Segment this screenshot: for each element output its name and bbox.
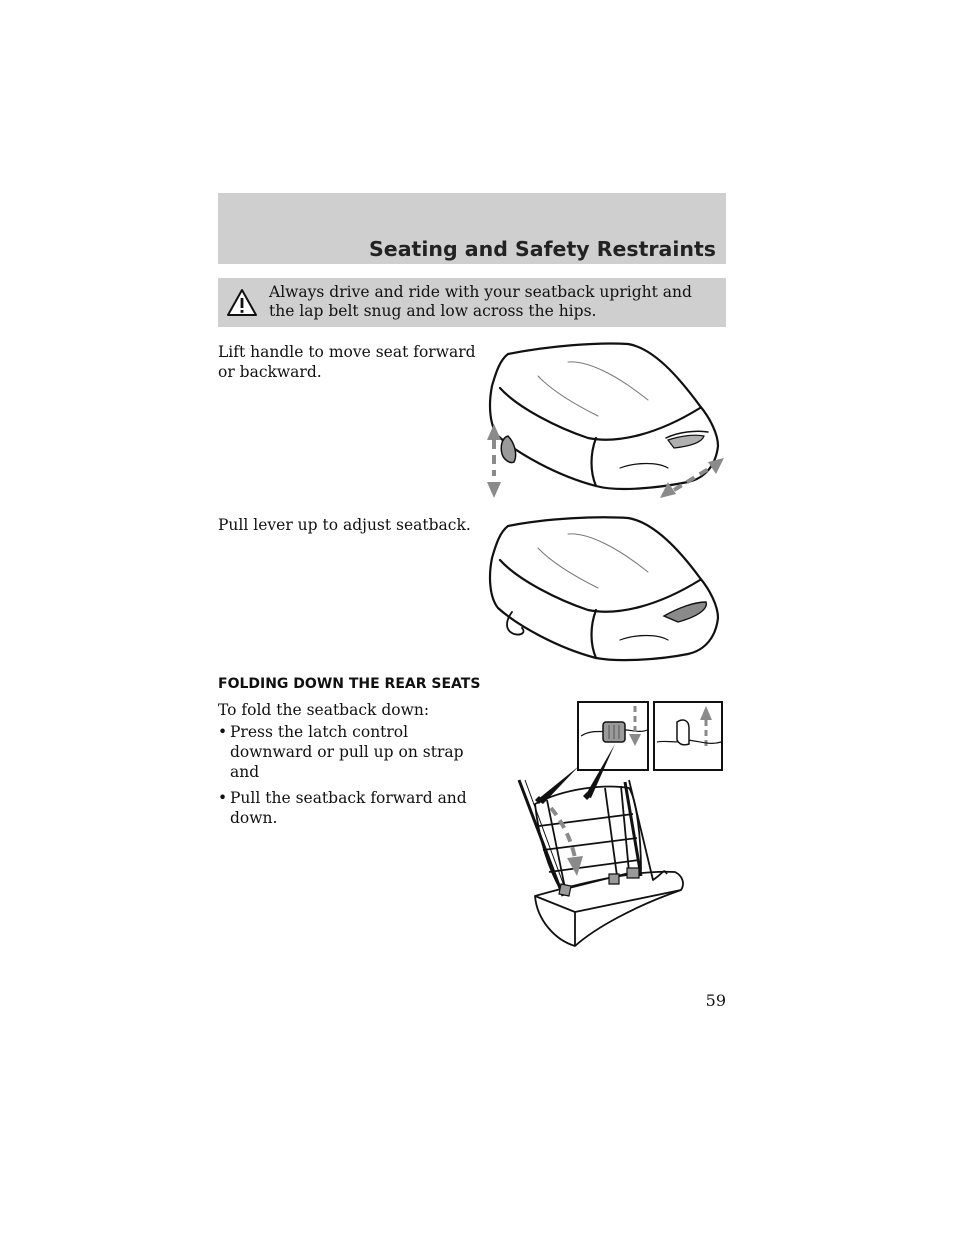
fold-intro: To fold the seatback down: xyxy=(218,701,430,719)
section-title: Seating and Safety Restraints xyxy=(369,237,716,261)
fold-steps-list xyxy=(218,722,478,834)
bullet-symbol: • xyxy=(218,789,228,807)
seat-slide-instruction: Lift handle to move seat forward or backward. xyxy=(218,343,476,381)
page-number: 59 xyxy=(705,991,726,1010)
list-item: • Press the latch control downward or pull up on strap and xyxy=(218,723,464,781)
rear-seats-heading: FOLDING DOWN THE REAR SEATS xyxy=(218,676,481,692)
section-header xyxy=(218,193,726,264)
list-item: • Pull the seatback forward and down. xyxy=(218,789,467,827)
bullet-symbol: • xyxy=(218,723,228,741)
warning-triangle-icon xyxy=(226,288,258,318)
seatback-instruction: Pull lever up to adjust seatback. xyxy=(218,516,471,534)
warning-box xyxy=(218,278,726,327)
seatback-lever-illustration xyxy=(478,512,728,662)
rear-seat-fold-illustration xyxy=(505,700,727,952)
warning-text: Always drive and ride with your seatback upright and the lap belt snug and low across the hips. xyxy=(269,283,692,320)
seat-slide-illustration xyxy=(478,336,728,504)
